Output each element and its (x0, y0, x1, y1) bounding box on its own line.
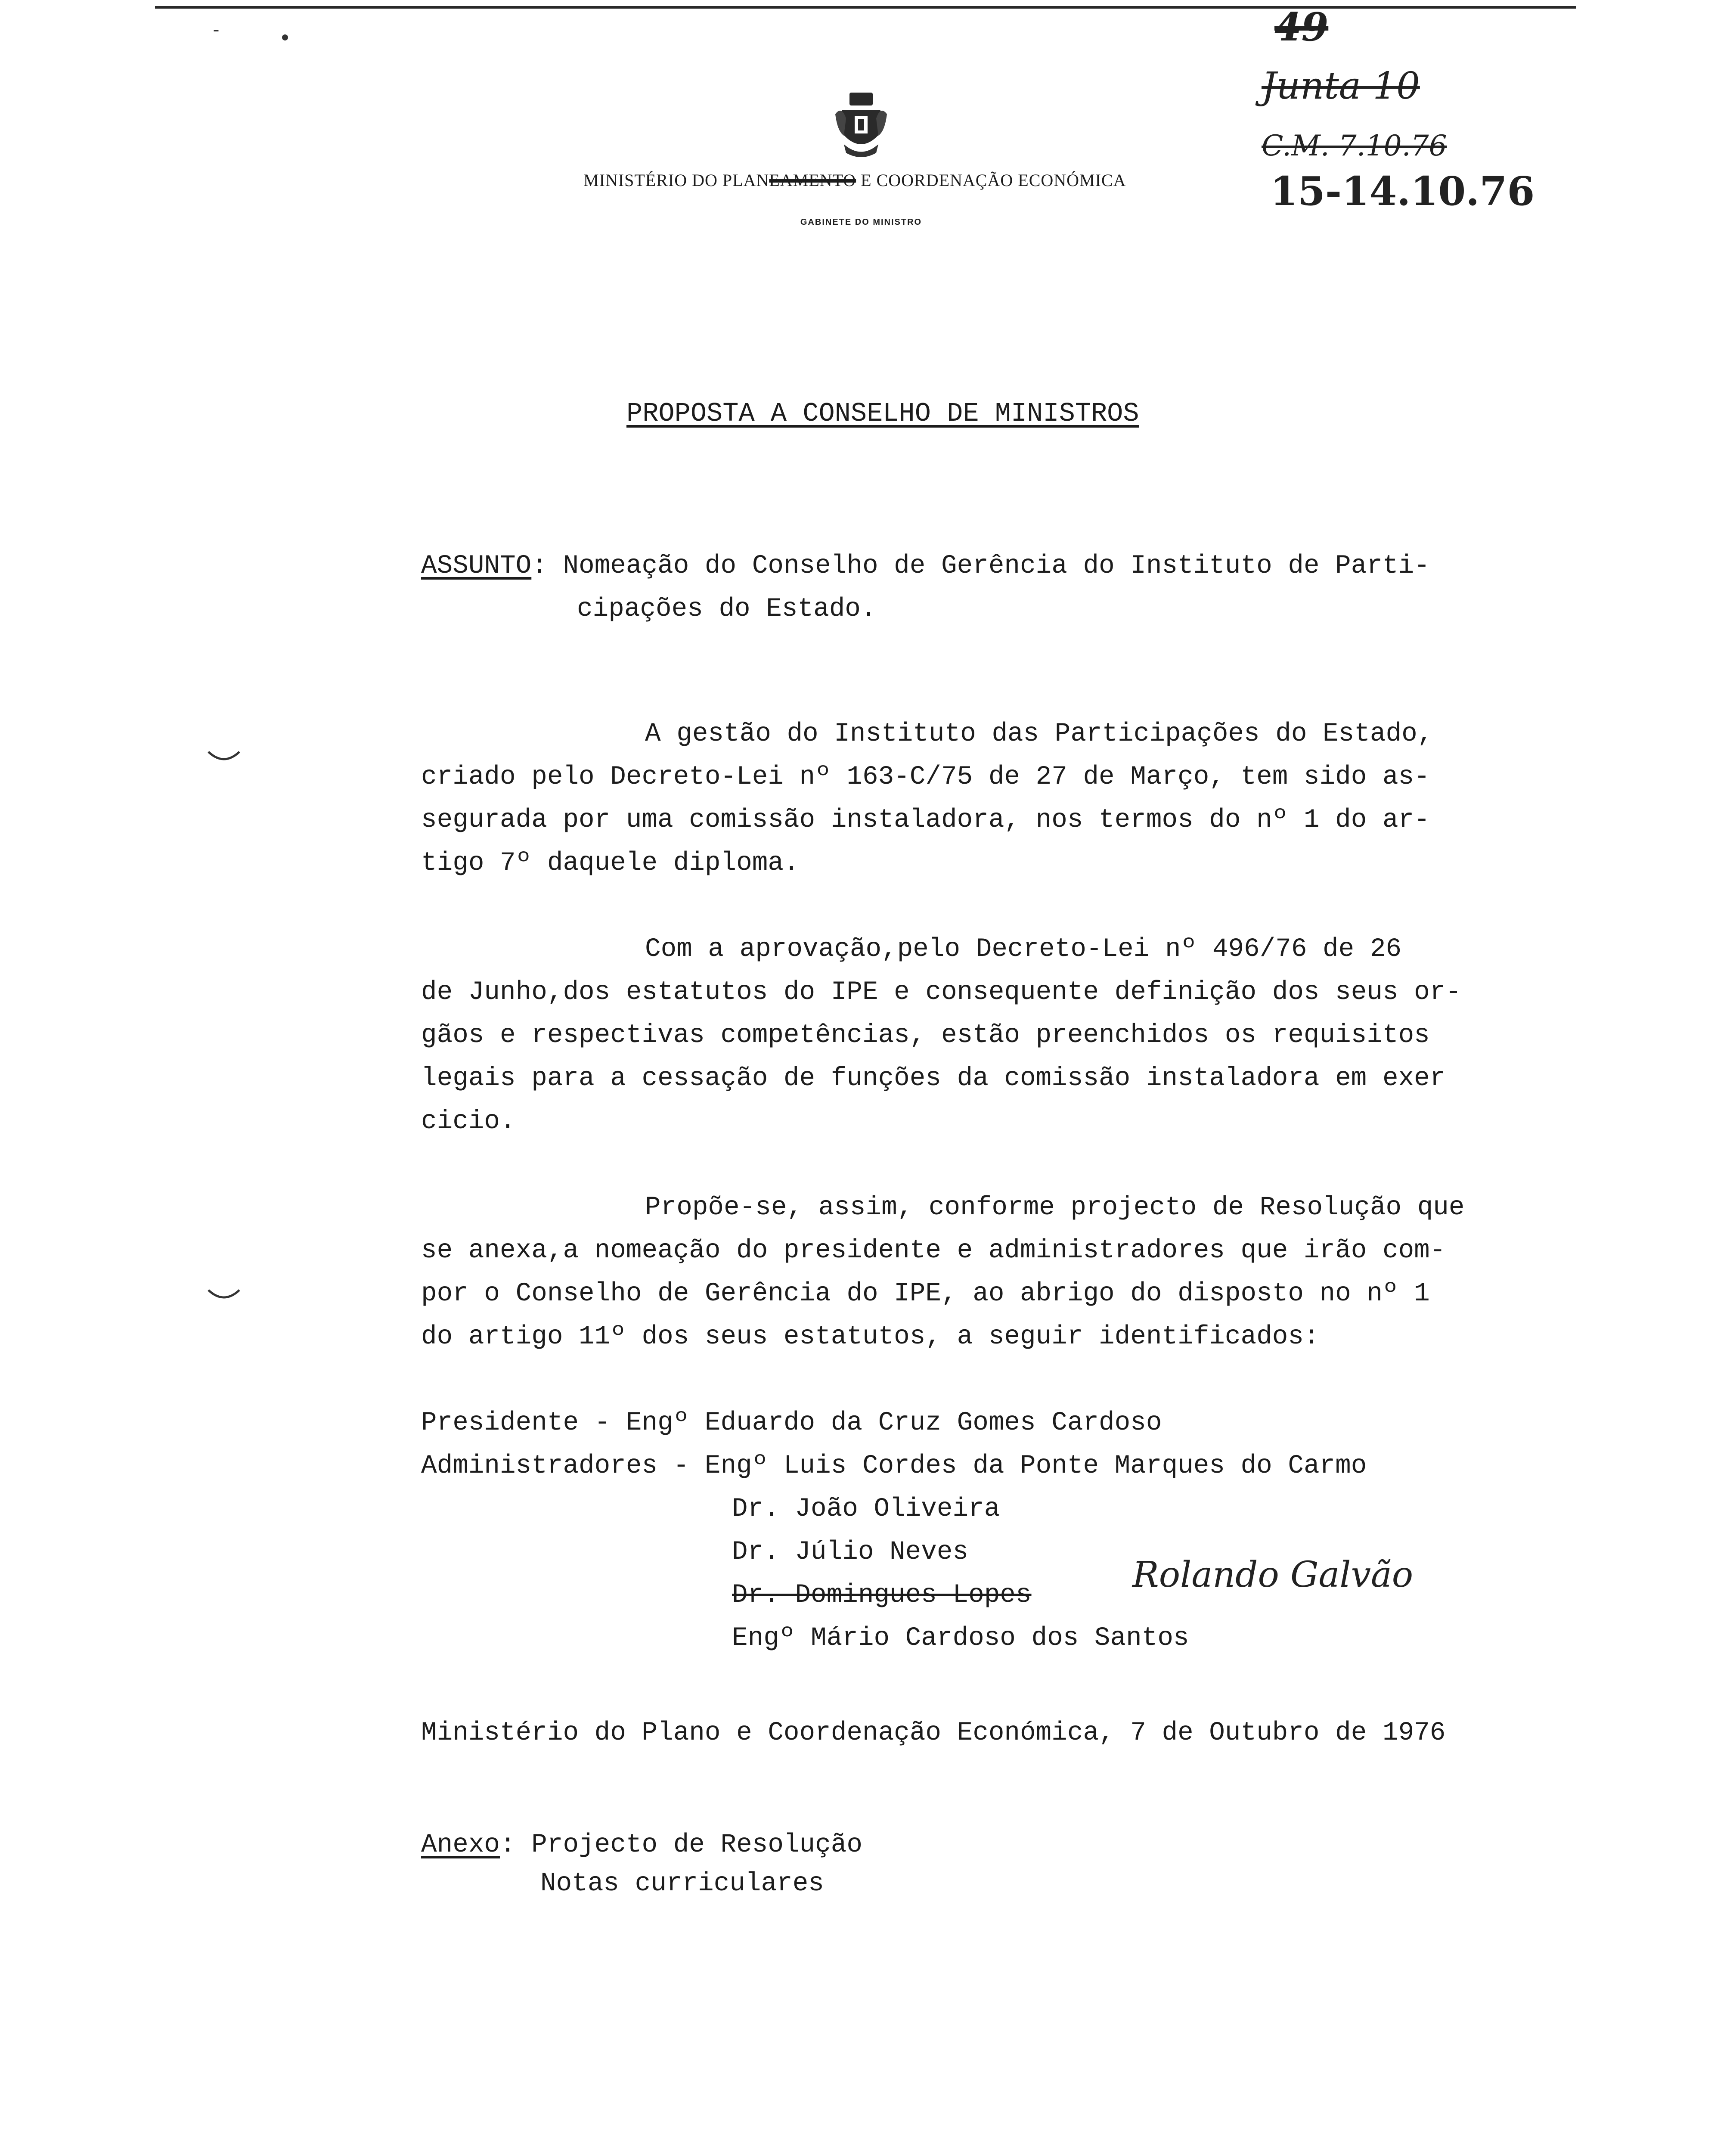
paragraph-2-line: Com a aprovação,pelo Decreto-Lei nº 496/76 de 26 (645, 934, 1402, 964)
administrator-name: Engº Mário Cardoso dos Santos (732, 1623, 1189, 1653)
scan-speck: - (211, 22, 222, 41)
paragraph-2-line: cicio. (421, 1107, 516, 1136)
paragraph-1-line: criado pelo Decreto-Lei nº 163-C/75 de 27 de Março, tem sido as- (421, 762, 1430, 792)
paragraph-3-line: por o Conselho de Gerência do IPE, ao abrigo do disposto no nº 1 (421, 1279, 1430, 1309)
handwritten-struck-date: C.M. 7.10.76 (1262, 129, 1447, 162)
struck-administrator-name: Dr. Domingues Lopes (732, 1580, 1032, 1610)
ministry-header (583, 170, 1156, 190)
paragraph-1-line: segurada por uma comissão instaladora, nos termos do nº 1 do ar- (421, 805, 1430, 835)
paragraph-2-line: legais para a cessação de funções da comissão instaladora em exer (421, 1064, 1446, 1093)
document-title: PROPOSTA A CONSELHO DE MINISTROS (626, 398, 1139, 429)
margin-tick-mark (207, 749, 241, 766)
paragraph-2-line: gãos e respectivas competências, estão preenchidos os requisitos (421, 1021, 1430, 1050)
paragraph-1-line: tigo 7º daquele diploma. (421, 848, 800, 878)
paragraph-3-line: do artigo 11º dos seus estatutos, a seguir identificados: (421, 1322, 1320, 1352)
handwritten-note: Junta 10 (1262, 65, 1420, 108)
president-line: Presidente - Engº Eduardo da Cruz Gomes Cardoso (421, 1408, 1162, 1438)
ministry-name-start: MINISTÉRIO DO PLAN (583, 171, 769, 190)
annex-line-1 (421, 1830, 862, 1860)
margin-tick-mark (207, 1287, 241, 1305)
subject-text-1: : Nomeação do Conselho de Gerência do Instituto de Parti- (531, 551, 1430, 581)
administrator-name: Engº Luis Cordes da Ponte Marques do Carmo (704, 1451, 1367, 1481)
handwritten-signature: Rolando Galvão (1132, 1554, 1414, 1595)
coat-of-arms-icon (833, 88, 889, 161)
annex-item: Notas curriculares (540, 1869, 824, 1899)
paragraph-2-line: de Junho,dos estatutos do IPE e consequente definição dos seus or- (421, 977, 1461, 1007)
subject-label: ASSUNTO (421, 551, 532, 581)
paragraph-3-line: se anexa,a nomeação do presidente e administradores que irão com- (421, 1236, 1446, 1266)
annex-label: Anexo (421, 1830, 500, 1860)
administrators-label: Administradores - (421, 1451, 705, 1481)
administrators-first-line (421, 1451, 1367, 1481)
scan-top-border (155, 6, 1576, 9)
administrator-name: Dr. Júlio Neves (732, 1537, 969, 1567)
place-date: Ministério do Plano e Coordenação Económica, 7 de Outubro de 1976 (421, 1718, 1446, 1748)
ministry-name-struck: EAMENTO (769, 171, 856, 190)
paragraph-1-line: A gestão do Instituto das Participações do Estado, (645, 719, 1433, 749)
annex-item: : Projecto de Resolução (500, 1830, 862, 1860)
subject-line-2: cipações do Estado. (577, 594, 877, 624)
handwritten-date: 15-14.10.76 (1270, 168, 1535, 214)
ministry-name-end: E COORDENAÇÃO ECONÓMICA (856, 171, 1126, 190)
scan-dot (282, 34, 288, 40)
handwritten-code: 49 (1274, 4, 1329, 50)
administrator-name: Dr. João Oliveira (732, 1494, 1000, 1524)
subject-line-1 (421, 551, 1430, 581)
cabinet-label: GABINETE DO MINISTRO (800, 217, 922, 227)
paragraph-3-line: Propõe-se, assim, conforme projecto de Resolução que (645, 1193, 1465, 1222)
